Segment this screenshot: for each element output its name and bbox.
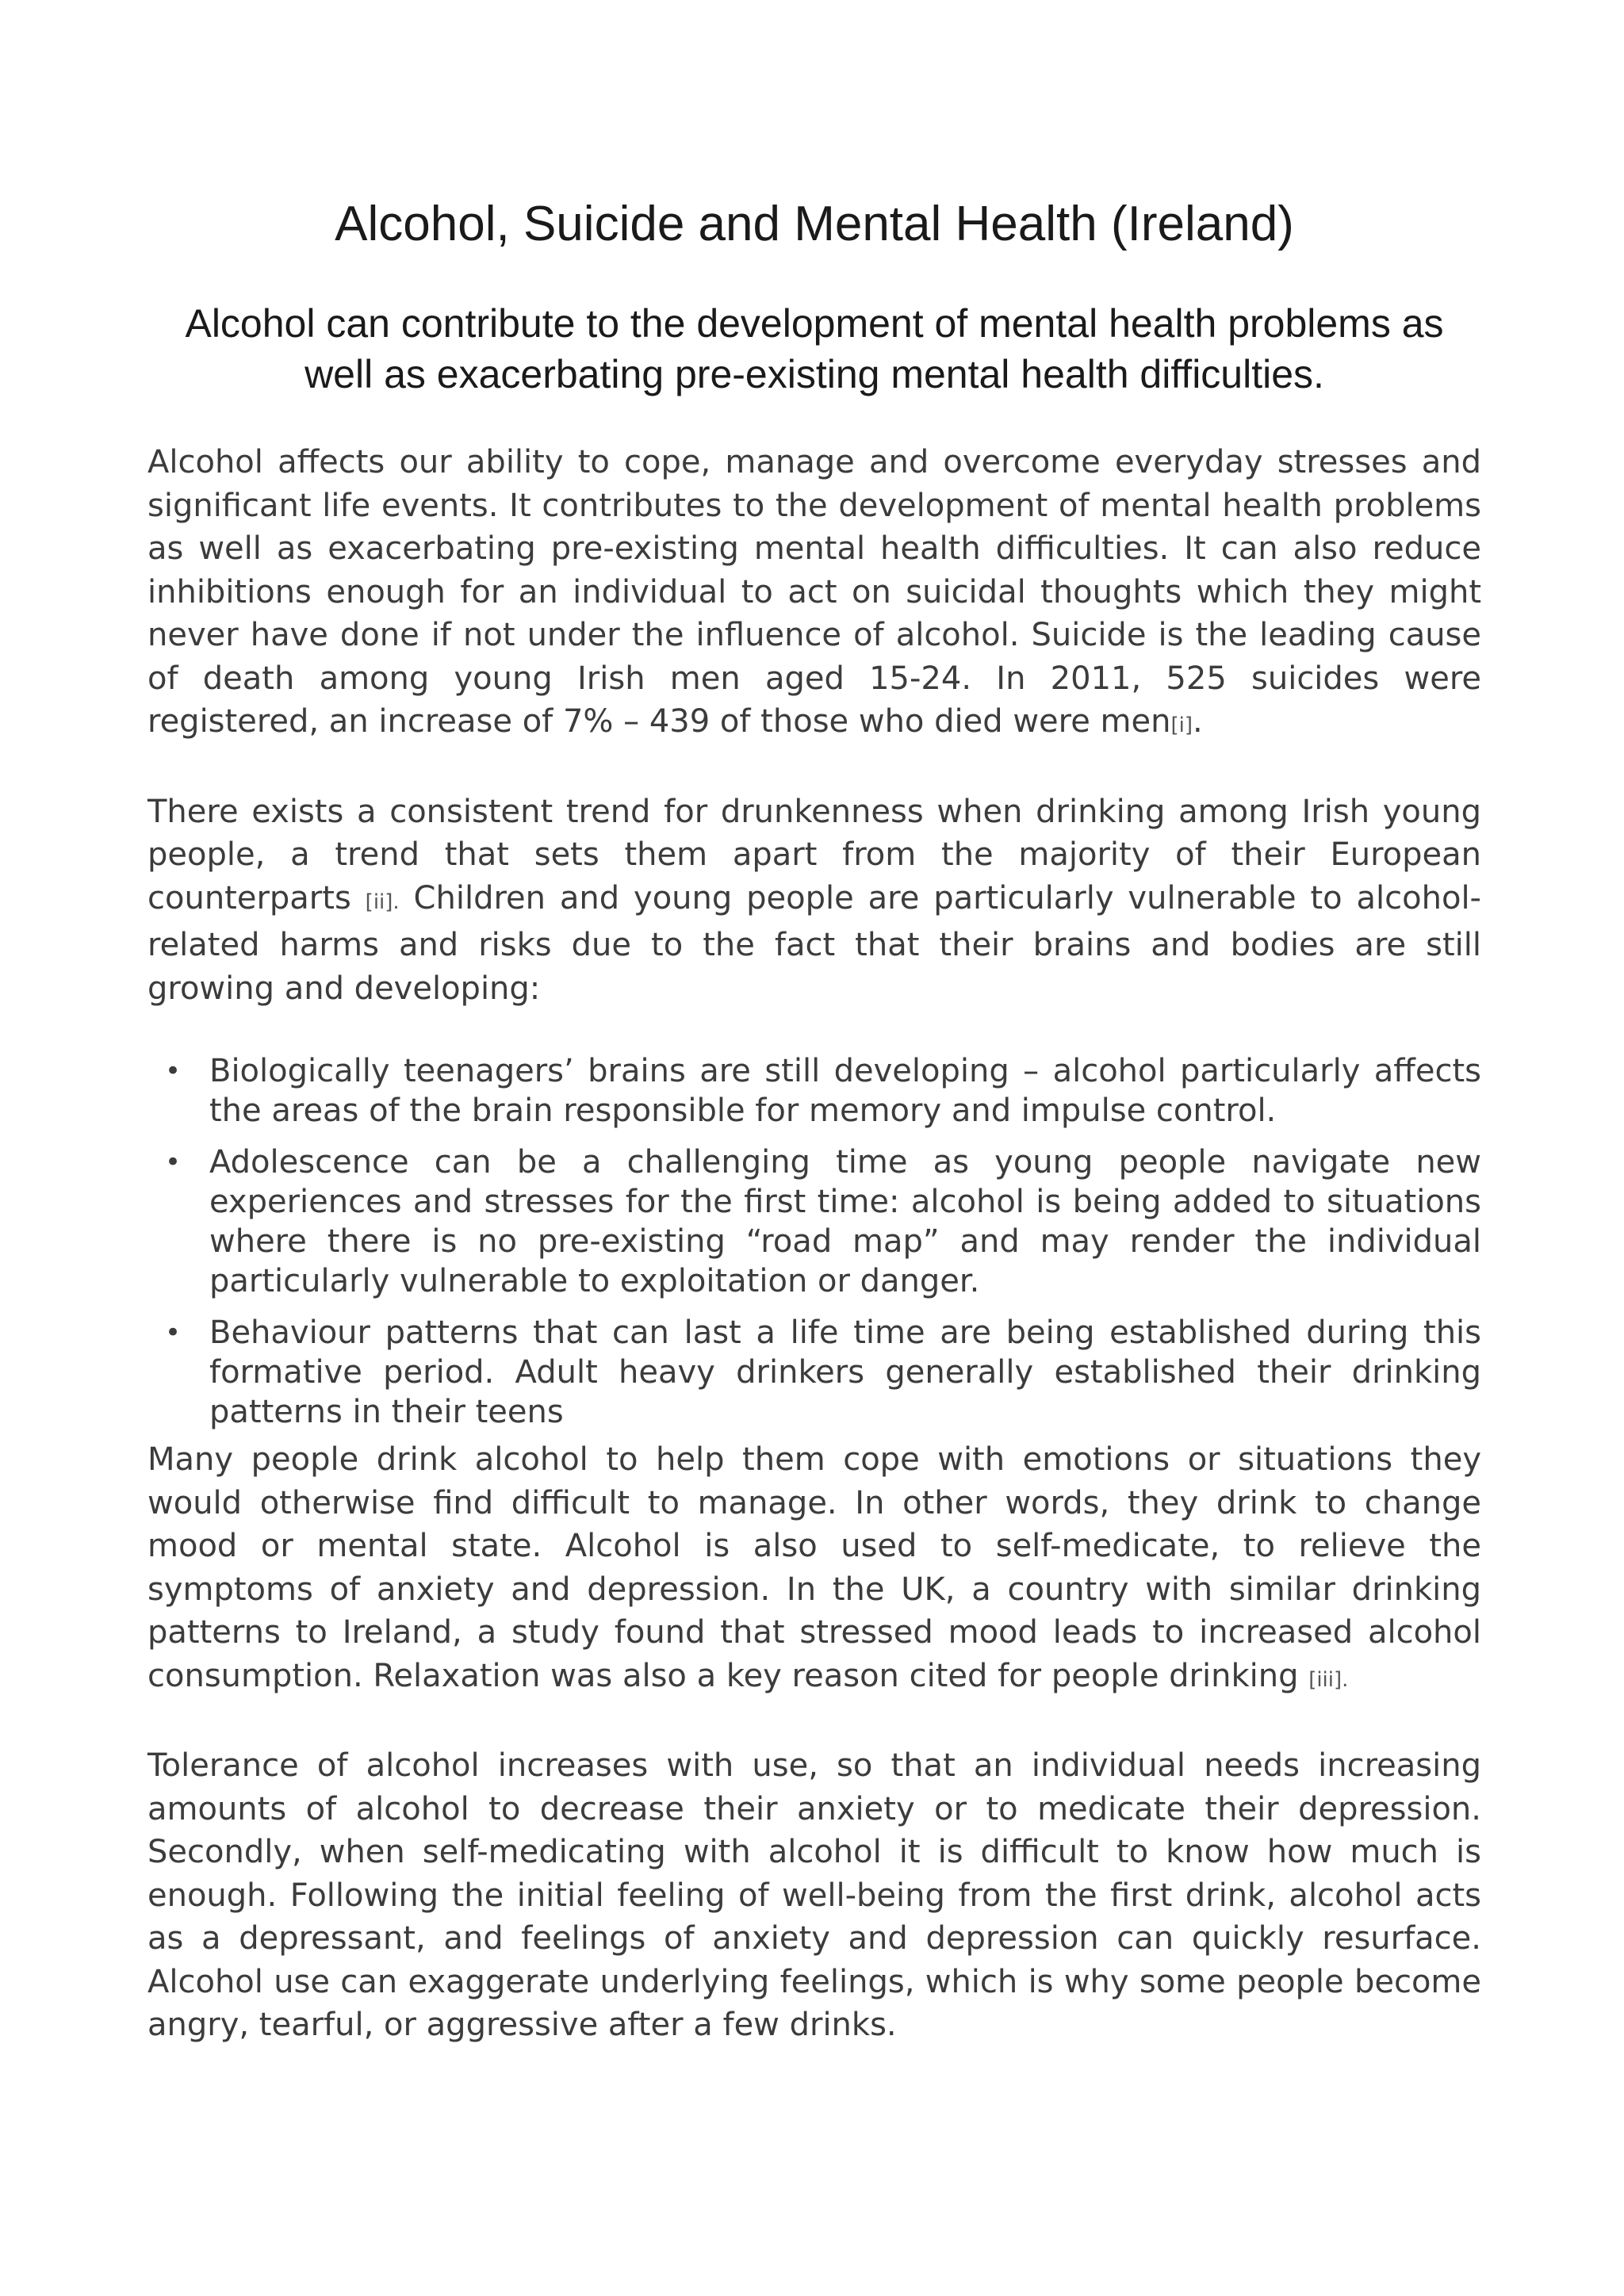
paragraph-1-end: .: [1192, 703, 1203, 740]
bullet-text: Behaviour patterns that can last a life time are being established during this formative period. Adult heavy drinkers generally established their drinking patterns in their teens: [209, 1314, 1481, 1430]
paragraph-3: [147, 1438, 1481, 1701]
reference-ii: [ii].: [365, 890, 400, 914]
paragraph-2: [147, 790, 1481, 1011]
reference-iii: [iii].: [1308, 1667, 1349, 1692]
paragraph-4: Tolerance of alcohol increases with use, so that an individual needs increasing amounts of alcohol to decrease their anxiety or to medicate their depression. Secondly, when self-medicating with alcohol it is difficult to know how much is enough. Following the initial feeling of well-being from the first drink, alcohol acts as a depressant, and feelings of anxiety and depression can quickly resurface. Alcohol use can exaggerate underlying feelings, which is why some people become angry, tearful, or aggressive after a few drinks.: [147, 1747, 1481, 2043]
paragraph-2-text-end: Children and young people are particularly vulnerable to alcohol-related harms and risks due to the fact that their brains and bodies are still growing and developing:: [147, 879, 1481, 1007]
bullet-icon: •: [165, 1317, 182, 1349]
bullet-list: [147, 1051, 1481, 1432]
paragraph-1: [147, 441, 1481, 748]
bullet-text: Adolescence can be a challenging time as young people navigate new experiences and stresses for the first time: alcohol is being added to situations where there is no pre-existing “road map” and may render the individual particularly vulnerable to exploitation or danger.: [209, 1144, 1481, 1299]
document-title: Alcohol, Suicide and Mental Health (Ireland): [335, 197, 1294, 251]
bullet-icon: •: [165, 1146, 182, 1178]
paragraph-3-text: Many people drink alcohol to help them cope with emotions or situations they would otherwise find difficult to manage. In other words, they drink to change mood or mental state. Alcohol is also used to self-medicate, to relieve the symptoms of anxiety and depression. In the UK, a country with similar drinking patterns to Ireland, a study found that stressed mood leads to increased alcohol consumption. Relaxation was also a key reason cited for people drinking: [147, 1441, 1481, 1694]
list-item: [147, 1051, 1481, 1131]
paragraph-2-text-start: There exists a consistent trend for drunkenness when drinking among Irish young people, a trend that sets them apart from the majority of their European counterparts: [147, 793, 1481, 916]
document-subtitle: Alcohol can contribute to the development of mental health problems as well as exacerbating pre-existing mental health difficulties.: [185, 301, 1444, 396]
paragraph-1-text: Alcohol affects our ability to cope, manage and overcome everyday stresses and significant life events. It contributes to the development of mental health problems as well as exacerbating pre-existing mental health difficulties. It can also reduce inhibitions enough for an individual to act on suicidal thoughts which they might never have done if not under the influence of alcohol. Suicide is the leading cause of death among young Irish men aged 15-24. In 2011, 525 suicides were registered, an increase of 7% – 439 of those who died were men: [147, 444, 1481, 740]
bullet-text: Biologically teenagers’ brains are still developing – alcohol particularly affects the areas of the brain responsible for memory and impulse control.: [209, 1053, 1481, 1129]
list-item: [147, 1313, 1481, 1432]
reference-i: [i]: [1170, 714, 1193, 737]
list-item: [147, 1142, 1481, 1301]
document-body: [147, 441, 1481, 2047]
bullet-icon: •: [165, 1055, 182, 1087]
